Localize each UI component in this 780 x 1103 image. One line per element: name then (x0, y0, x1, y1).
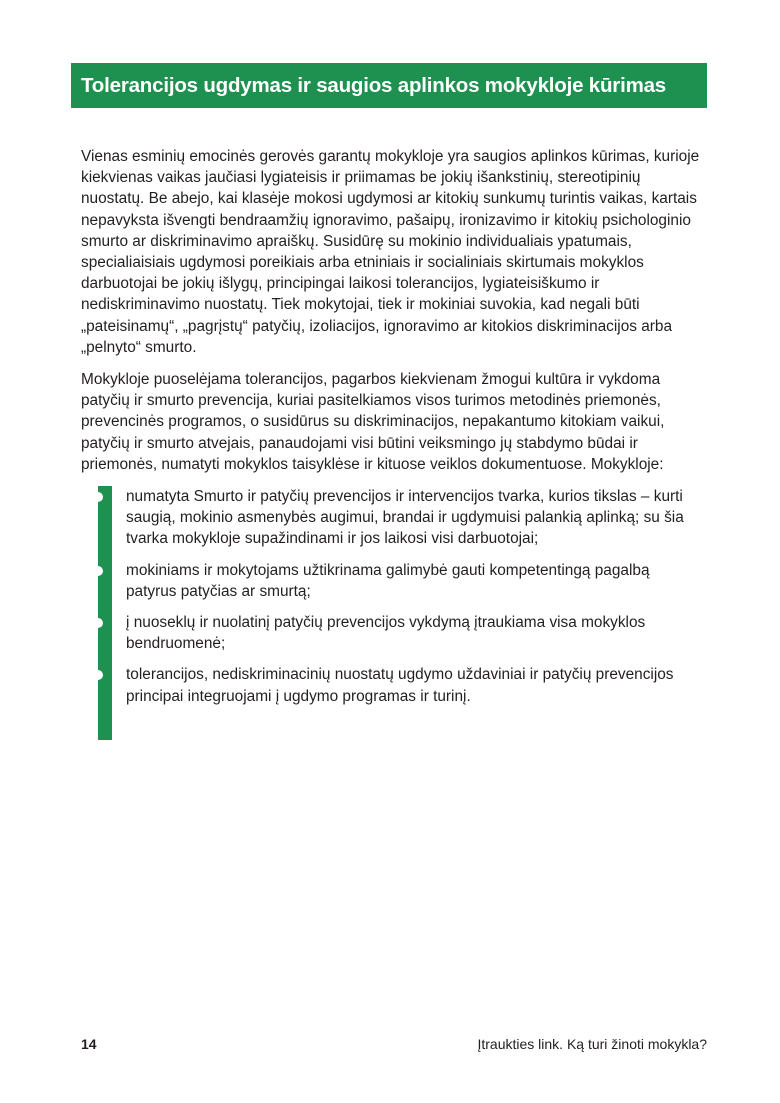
bullet-block (81, 486, 703, 707)
bullet-accent-bar (98, 486, 112, 740)
footer-publication-title: Įtraukties link. Ką turi žinoti mokykla? (477, 1036, 707, 1052)
bullet-dot-icon (93, 618, 103, 628)
paragraph-school-culture: Mokykloje puoselėjama tolerancijos, pagarbos kiekvienam žmogui kultūra ir vykdoma patyčių ir smurto prevencija, kuriai pasitelkiamos visos turimos metodinės priemonės, prevencinės programos, o susidūrus su diskriminacijos, nepakantumo kitokiam vaikui, patyčių ir smurto atvejais, panaudojami visi būtini veiksmingo jų stabdymo būdai ir priemonės, numatyti mokyklos taisyklėse ir kituose veiklos dokumentuose. Mokykloje: (81, 371, 665, 473)
section-title: Tolerancijos ugdymas ir saugios aplinkos mokykloje kūrimas (81, 74, 667, 97)
main-content (81, 146, 703, 717)
bullet-list (81, 486, 703, 707)
list-item-text: numatyta Smurto ir patyčių prevencijos ir intervencijos tvarka, kurios tikslas – kurti saugią, mokinio asmenybės augimui, brandai ir ugdymuisi palankią aplinką; su šia tvarka mokykloje supažindinami ir jos laikosi visi darbuotojai; (126, 488, 684, 548)
list-item (126, 612, 703, 654)
bullet-dot-icon (93, 566, 103, 576)
page-number: 14 (81, 1036, 97, 1052)
section-header-bar (71, 63, 707, 108)
list-item (126, 486, 703, 550)
list-item-text: mokiniams ir mokytojams užtikrinama galimybė gauti kompetentingą pagalbą patyrus patyčias ar smurtą; (126, 561, 650, 600)
paragraph-intro: Vienas esminių emocinės gerovės garantų mokykloje yra saugios aplinkos kūrimas, kurioje kiekvienas vaikas jaučiasi lygiateisis ir priimamas be jokių išankstinių, stereotipinių nuostatų. Be abejo, kai klasėje mokosi ugdymosi ar kitokių sunkumų turintis vaikas, kartais nepavyksta išvengti bendraamžių ignoravimo, pašaipų, ironizavimo ir kitokių psichologinio smurto ar diskriminavimo apraiškų. Susidūrę su mokinio individualiais ypatumais, specialiaisiais ugdymosi poreikiais arba etniniais ir socialiniais skirtumais mokyklos darbuotojai be jokių išlygų, principingai laikosi tolerancijos, lygiateisiškumo ir nediskriminavimo nuostatų. Tiek mokytojai, tiek ir mokiniai suvokia, kad negali būti „pateisinamų“, „pagrįstų“ patyčių, izoliacijos, ignoravimo ar kitokios diskriminacijos arba „pelnyto“ smurto. (81, 148, 700, 356)
list-item-text: tolerancijos, nediskriminacinių nuostatų ugdymo uždaviniai ir patyčių prevencijos principai integruojami į ugdymo programas ir turinį. (126, 666, 674, 705)
list-item-text: į nuoseklų ir nuolatinį patyčių prevencijos vykdymą įtraukiama visa mokyklos bendruomenė; (126, 614, 646, 653)
list-item (126, 664, 703, 706)
bullet-dot-icon (93, 492, 103, 502)
list-item (126, 560, 703, 602)
